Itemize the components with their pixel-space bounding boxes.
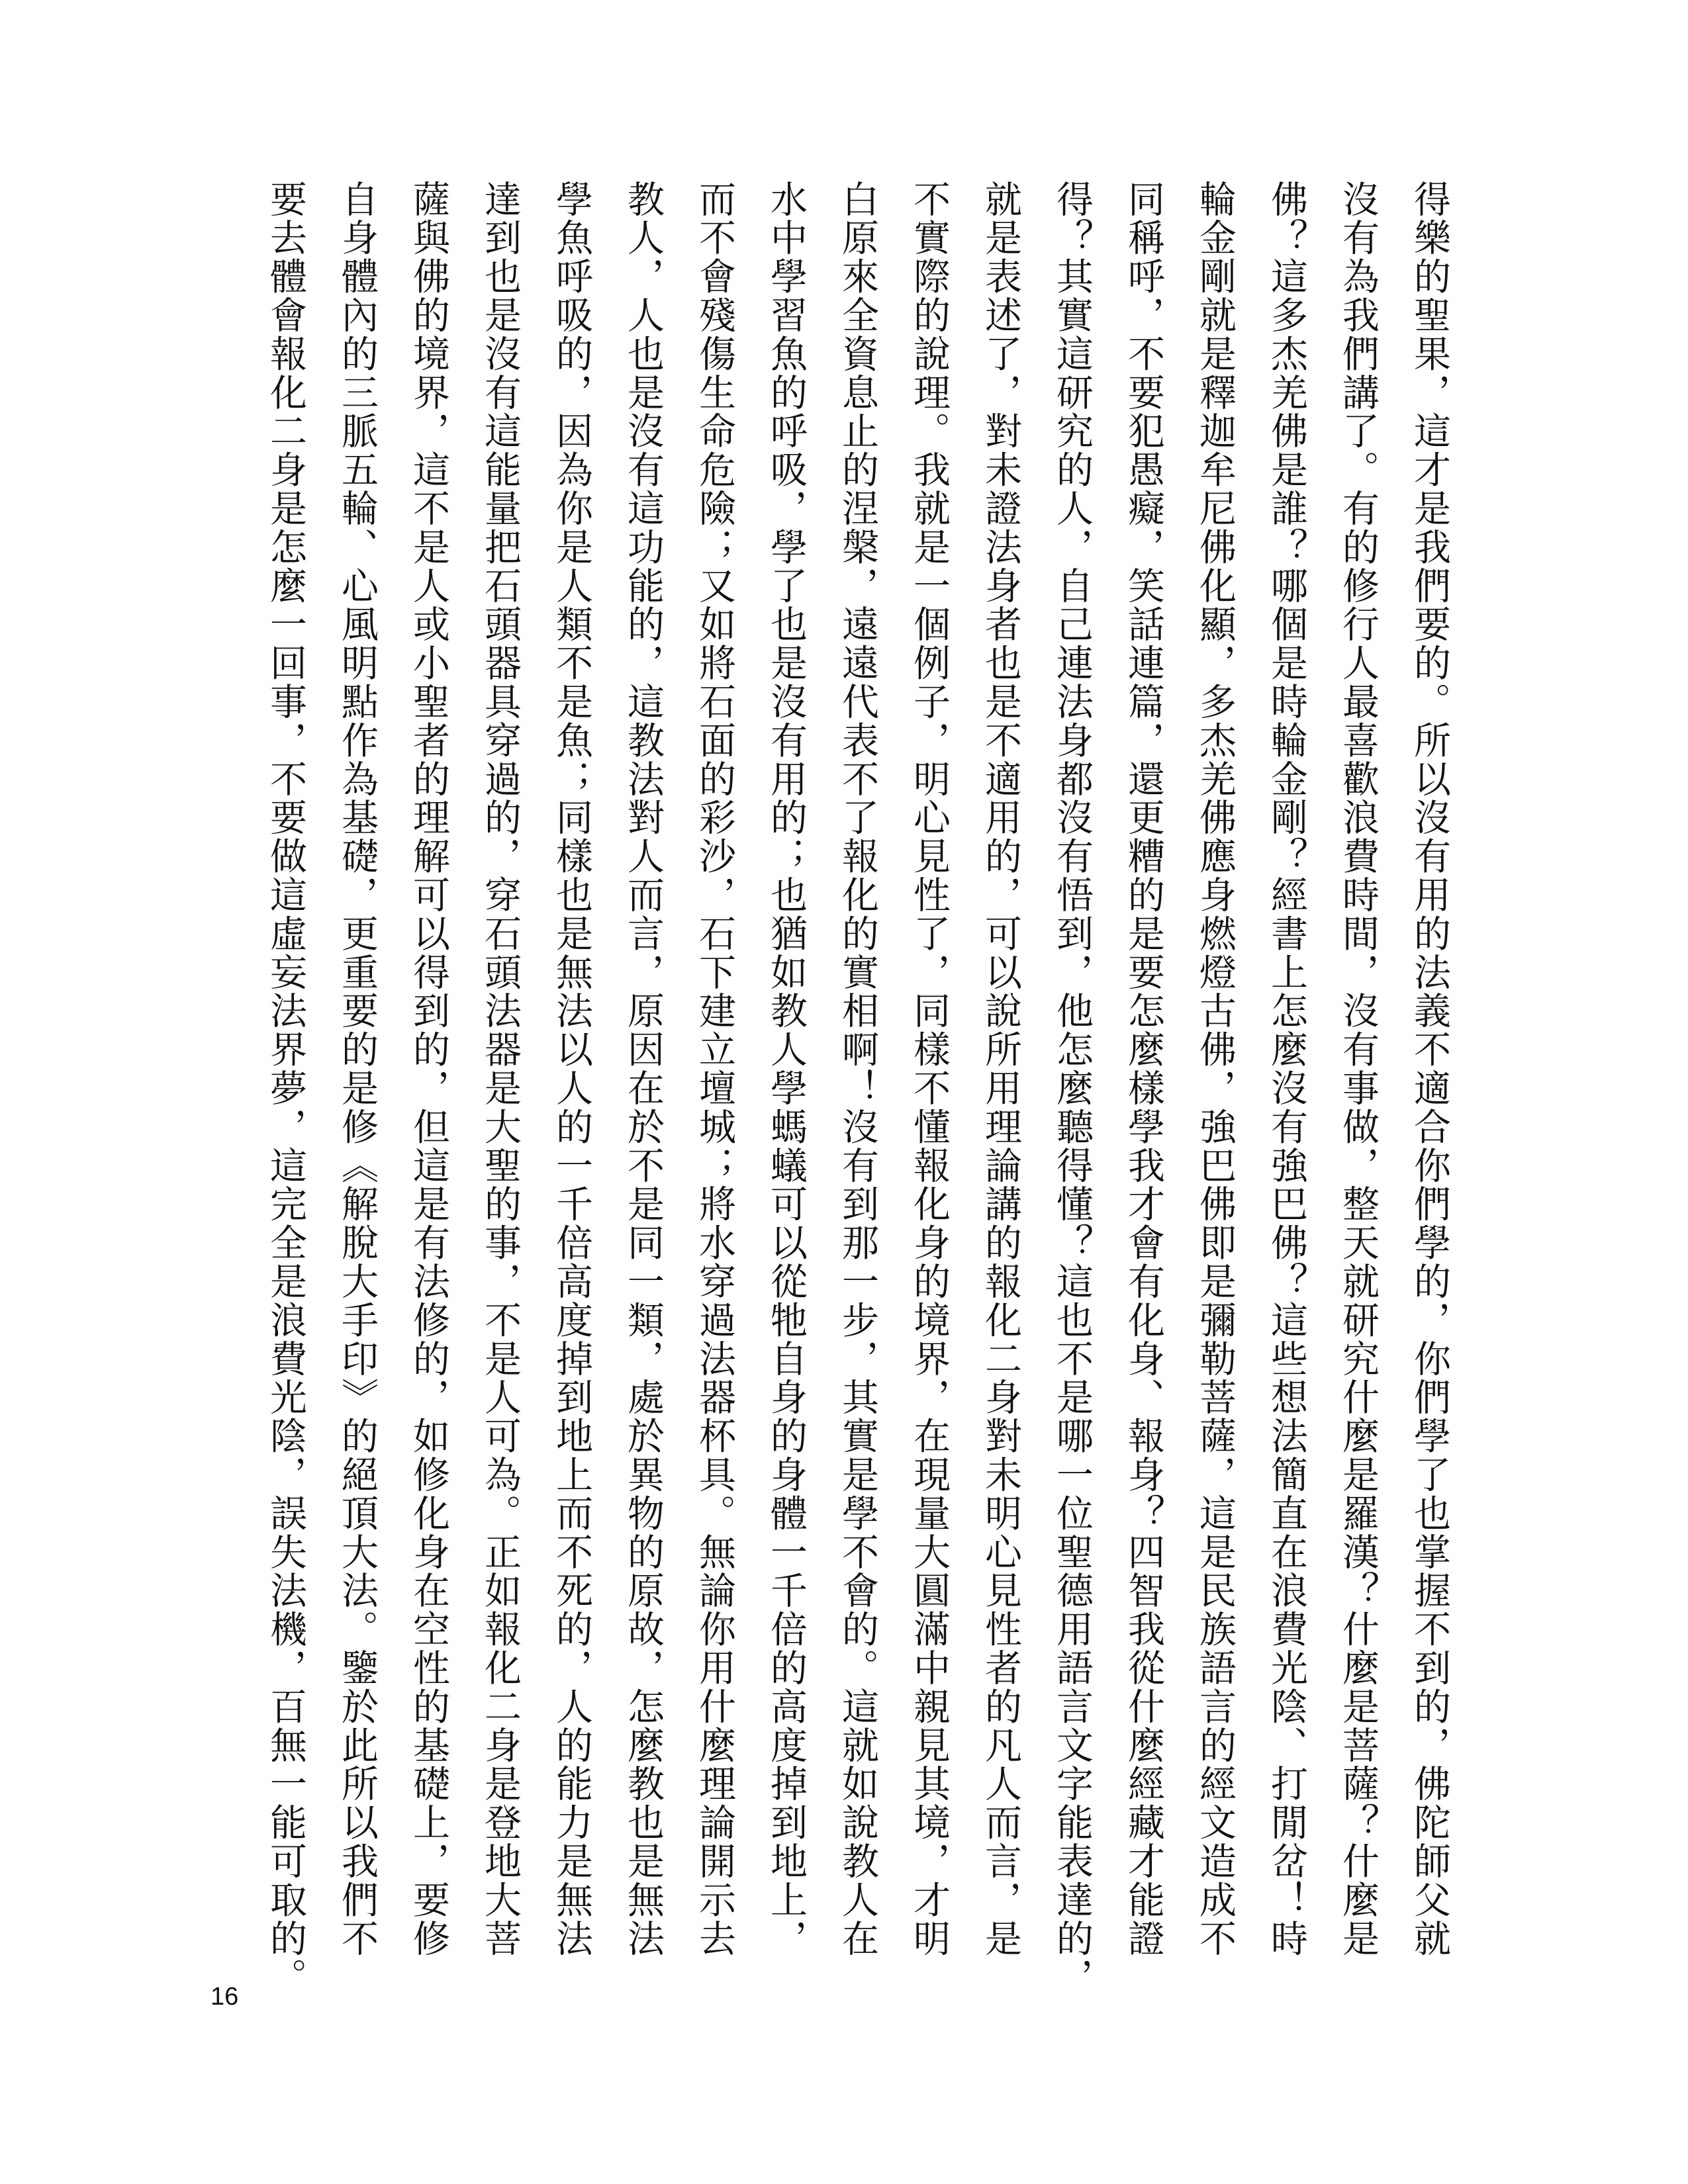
text-column-15: 薩與佛的境界，這不是人或小聖者的理解可以得到的，但這是有法修的，如修化身在空性的基礎上，要修 — [407, 180, 450, 1958]
text-column-1: 得樂的聖果，這才是我們要的。所以沒有用的法義不適合你們學的，你們學了也掌握不到的，佛陀師父就 — [1408, 180, 1451, 1958]
text-column-9: 白原來全資息止的涅槃，遠遠代表不了報化的實相啊！沒有到那一步，其實是學不會的。這就如說教人在 — [836, 180, 879, 1958]
text-column-2: 沒有為我們講了。有的修行人最喜歡浪費時間，沒有事做，整天就研究什麼是羅漢？什麼是菩薩？什麼是 — [1336, 180, 1380, 1958]
text-column-12: 教人，人也是沒有這功能的，這教法對人而言，原因在於不是同一類，處於異物的原故，怎麼教也是無法 — [622, 180, 665, 1958]
text-column-3: 佛？這多杰羌佛是誰？哪個是時輪金剛？經書上怎麼沒有強巴佛？這些想法簡直在浪費光陰、打閒岔！時 — [1265, 180, 1308, 1958]
text-column-8: 不實際的說理。我就是一個例子，明心見性了，同樣不懂報化身的境界，在現量大圓滿中親見其境，才明 — [908, 180, 951, 1958]
text-column-11: 而不會殘傷生命危險；又如將石面的彩沙，石下建立壇城；將水穿過法器杯具。無論你用什麼理論開示去 — [693, 180, 736, 1958]
text-column-5: 同稱呼，不要犯愚癡，笑話連篇，還更糟的是要怎麼樣學我才會有化身、報身？四智我從什麼經藏才能證 — [1122, 180, 1165, 1958]
text-column-13: 學魚呼吸的，因為你是人類不是魚；同樣也是無法以人的一千倍高度掉到地上而不死的，人的能力是無法 — [550, 180, 593, 1958]
text-column-17: 要去體會報化二身是怎麼一回事，不要做這虛妄法界夢，這完全是浪費光陰，誤失法機，百無一能可取的。 — [264, 180, 307, 1997]
page-number: 16 — [211, 1983, 239, 2011]
text-column-4: 輪金剛就是釋迦牟尼佛化顯，多杰羌佛應身燃燈古佛，強巴佛即是彌勒菩薩，這是民族語言的經文造成不 — [1194, 180, 1237, 1958]
text-column-16: 自身體內的三脈五輪、心風明點作為基礎，更重要的是修《解脫大手印》的絕頂大法。鑒於此所以我們不 — [336, 180, 379, 1958]
text-column-10: 水中學習魚的呼吸，學了也是沒有用的；也猶如教人學螞蟻可以從牠自身的身體一千倍的高度掉到地上， — [765, 180, 808, 1958]
text-column-14: 達到也是沒有這能量把石頭器具穿過的，穿石頭法器是大聖的事，不是人可為。正如報化二身是登地大菩 — [479, 180, 522, 1958]
text-column-6: 得？其實這研究的人，自己連法身都沒有悟到，他怎麼聽得懂？這也不是哪一位聖德用語言文字能表達的， — [1051, 180, 1094, 1997]
text-column-7: 就是表述了，對未證法身者也是不適用的，可以說所用理論講的報化二身對未明心見性者的凡人而言，是 — [979, 180, 1022, 1958]
